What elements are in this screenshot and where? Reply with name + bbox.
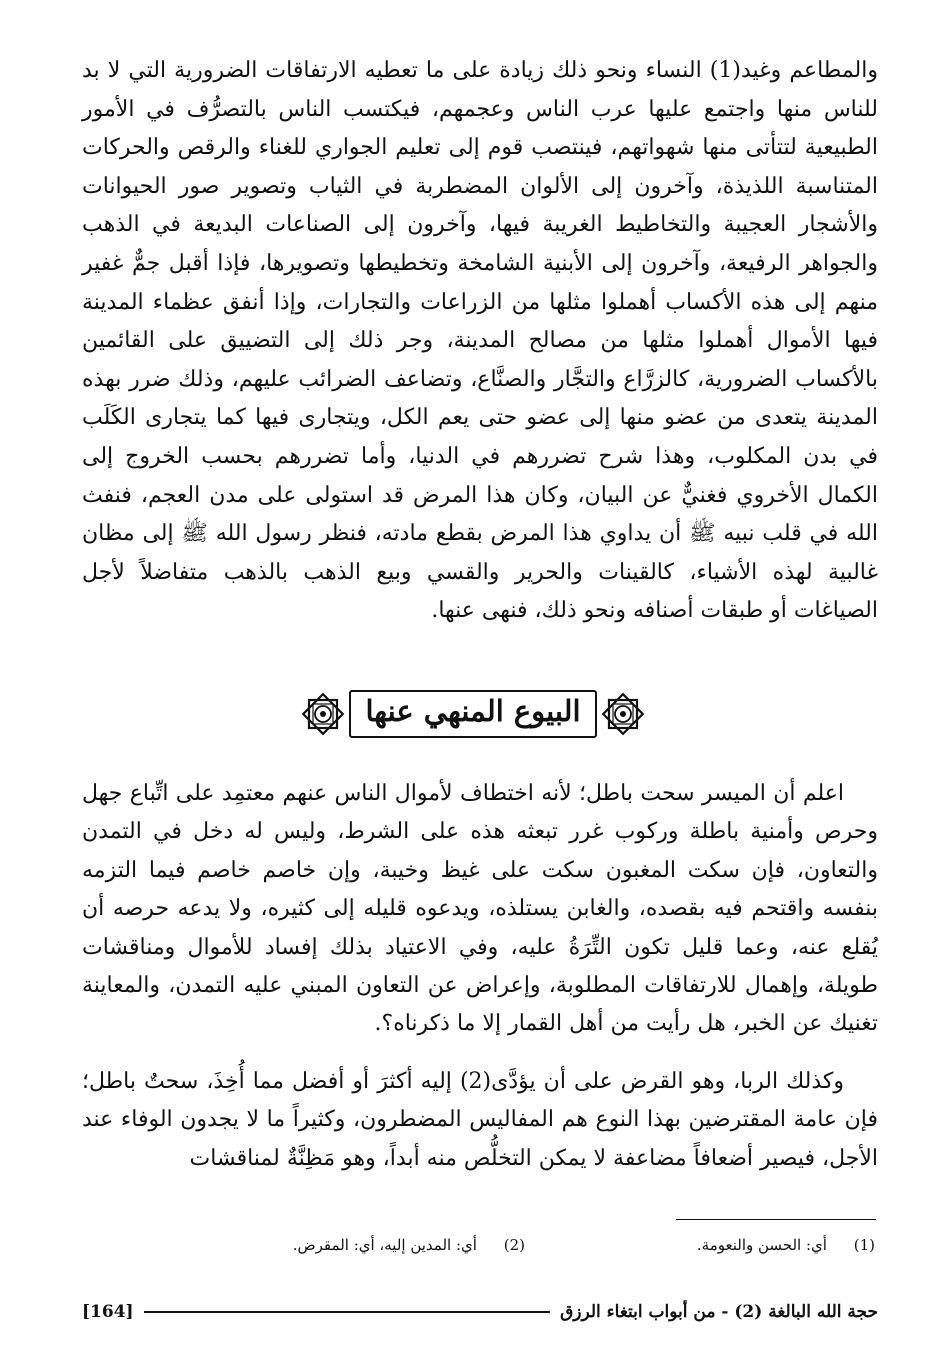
footer-rule (144, 1311, 550, 1313)
footnote-2 (293, 1236, 525, 1254)
paragraph-3: وكذلك الربا، وهو القرض على أن يؤدَّى(2) إليه أكثرَ أو أفضل مما أُخِذَ، سحتٌ باطل؛ فإن عامة المقترضين بهذا النوع هم المفاليس المضطرون، وكثيراً ما لا يجدون الوفاء عند الأجل، فيصير أضعافاً مضاعفة لا يمكن التخلُّص منه أبداً، وهو مَظِنَّةٌ لمناقشات (82, 1069, 878, 1171)
page-number: [164] (82, 1302, 134, 1322)
section-heading-block (298, 685, 648, 743)
ornament-left-icon (601, 692, 645, 736)
footnote-separator (676, 1219, 876, 1220)
footnote-2-text: أي: المدين إليه، أي: المقرض. (292, 1236, 477, 1254)
ornament-right-icon (301, 692, 345, 736)
footnote-2-number: (2) (503, 1236, 525, 1254)
section-heading: البيوع المنهي عنها (349, 690, 596, 738)
footnote-1-text: أي: الحسن والنعومة. (696, 1236, 827, 1254)
footnote-1 (697, 1236, 875, 1254)
paragraph-1: والمطاعم وغيد(1) النساء ونحو ذلك زيادة على ما تعطيه الارتفاقات الضرورية التي لا بد للناس منها واجتمع عليها عرب الناس وعجمهم، فيكتسب الناس بالتصرُّف في الأمور الطبيعية لتتأتى منها شهواتهم، فينتصب قوم إلى تعليم الجواري للغناء والرقص والحركات المتناسبة اللذيذة، وآخرون إلى الألوان المضطربة في الثياب وتصوير صور الحيوانات والأشجار العجيبة والتخاطيط الغريبة فيها، وآخرون إلى الصناعات البديعة في الذهب والجواهر الرفيعة، وآخرون إلى الأبنية الشامخة وتخطيطها وتصويرها، فإذا أقبل جمٌّ غفير منهم إلى هذه الأكساب أهملوا مثلها من الزراعات والتجارات، وإذا أنفق عظماء المدينة فيها الأموال أهملوا مثلها من مصالح المدينة، وجر ذلك إلى التضييق على القائمين بالأكساب الضرورية، كالزرَّاع والتجَّار والصنَّاع، وتضاعف الضرائب عليهم، وذلك ضرر بهذه المدينة يتعدى من عضو منها إلى عضو حتى يعم الكل، ويتجارى فيها كما يتجارى الكَلَب في بدن المكلوب، وهذا شرح تضررهم في الدنيا، وأما تضررهم بحسب الخروج إلى الكمال الأخروي فغنيٌّ عن البيان، وكان هذا المرض قد استولى على مدن العجم، فنفث الله في قلب نبيه ﷺ أن يداوي هذا المرض بقطع مادته، فنظر رسول الله ﷺ إلى مظان غالبية لهذه الأشياء، كالقينات والحرير والقسي وبيع الذهب بالذهب متفاضلاً لأجل الصياغات أو طبقات أصنافه ونحو ذلك، فنهى عنها. (82, 58, 878, 624)
section-heading-frame (301, 690, 644, 738)
paragraph-2: اعلم أن الميسر سحت باطل؛ لأنه اختطاف لأموال الناس عنهم معتمِد على اتِّباع جهل وحرص وأمنية باطلة وركوب غرر تبعثه هذه على الشرط، وليس له دخل في التمدن والتعاون، فإن سكت المغبون سكت على غيظ وخيبة، وإن خاصم خاصم فيما التزمه بنفسه واقتحم فيه بقصده، والغابن يستلذه، ويدعوه قليله إلى كثيره، ولا يدعه حرصه أن يُقلع عنه، وعما قليل تكون التِّرَةُ عليه، وفي الاعتياد بذلك إفساد للأموال ومناقشات طويلة، وإهمال للارتفاقات المطلوبة، وإعراض عن التعاون المبني عليه التمدن، والمعاينة تغنيك عن الخبر، هل رأيت من أهل القمار إلا ما ذكرناه؟. (82, 781, 878, 1037)
footnote-1-number: (1) (853, 1236, 875, 1254)
page-footer (82, 1297, 878, 1327)
running-title: حجة الله البالغة (2) - من أبواب ابتغاء الرزق (560, 1302, 878, 1322)
